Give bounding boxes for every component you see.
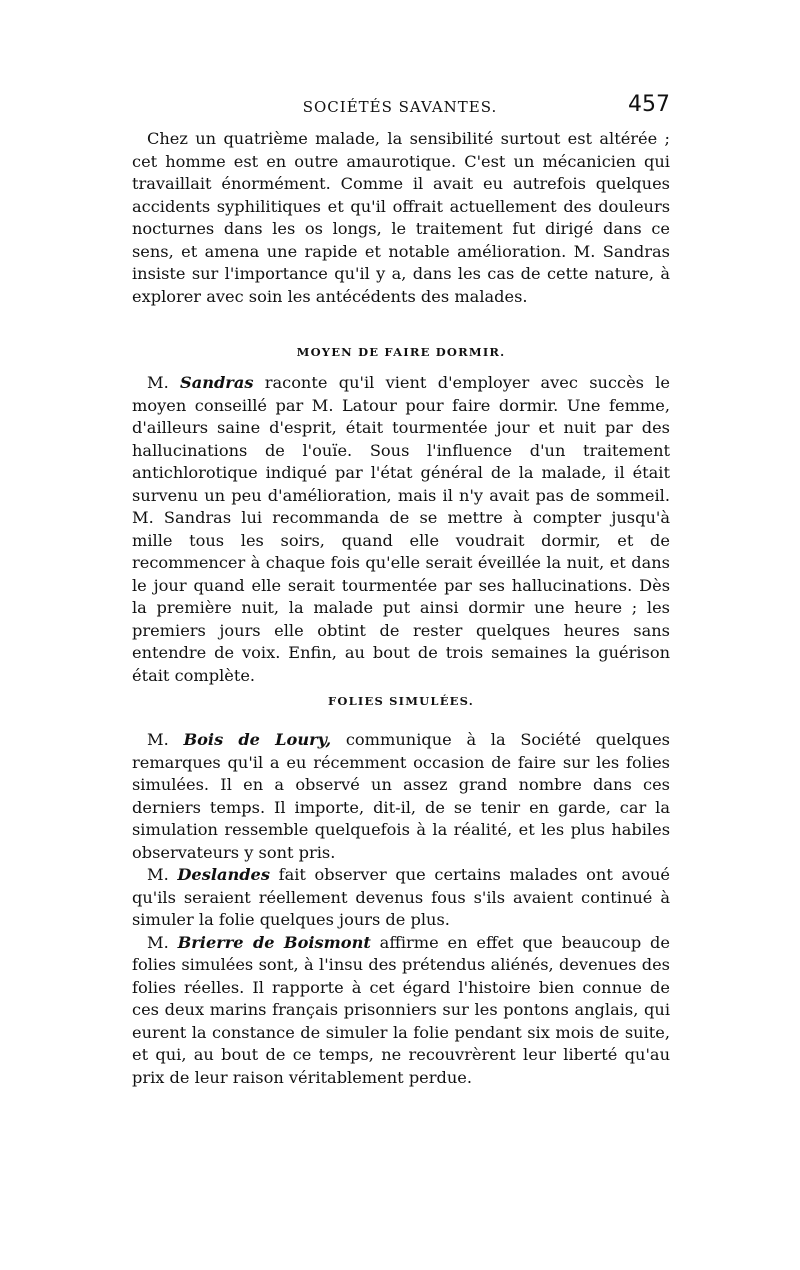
paragraph-text: affirme en effet que beaucoup de folies simulées sont, à l'insu des prétendus aliénés, devenues des folies réelles. Il rapporte à cet égard l'histoire bien connue de ces deux marins français prisonniers sur les pontons anglais, qui eurent la constance de simuler la folie pendant six mois de suite, et qui, au bout de ce temps, ne recouvrèrent leur liberté qu'au prix de leur raison véritablement perdue. [132, 932, 670, 1087]
paragraph-sandras [132, 372, 670, 687]
paragraph-deslandes [132, 864, 670, 932]
paragraph-text: Chez un quatrième malade, la sensibilité surtout est altérée ; cet homme est en outre amaurotique. C'est un mécanicien qui travaillait énormément. Comme il avait eu autrefois quelques accidents syphilitiques et qu'il offrait actuellement des douleurs nocturnes dans les os longs, le traitement fut dirigé dans ce sens, et amena une rapide et notable amélioration. M. Sandras insiste sur l'importance qu'il y a, dans les cas de cette nature, à explorer avec soin les antécédents des malades. [132, 129, 670, 306]
speaker-name: Sandras [180, 373, 254, 392]
speaker-name: Brierre de Boismont [177, 932, 371, 952]
paragraph-bois-de-loury [132, 729, 670, 864]
speaker-prefix: M. [147, 730, 169, 749]
speaker-prefix: M. [147, 865, 169, 884]
section-body-simulated-madness [132, 729, 670, 1089]
paragraph-text: fait observer que certains malades ont avoué qu'ils seraient réellement devenus fous s'ils avaient continué à simuler la folie quelques jours de plus. [132, 865, 671, 929]
page-number: 457 [628, 92, 670, 117]
speaker-name: Bois de Loury, [183, 730, 332, 749]
paragraph-text: communique à la Société quelques remarques qu'il a eu récemment occasion de faire sur les folies simulées. Il en a observé un assez grand nombre dans ces derniers temps. Il importe, dit-il, de se tenir en garde, car la simulation ressemble quelquefois à la réalité, et les plus habiles observateurs y sont pris. [132, 730, 670, 862]
speaker-name: Deslandes [177, 865, 270, 884]
section-heading-simulated-madness: FOLIES SIMULÉES. [328, 694, 474, 708]
running-head [130, 92, 670, 120]
speaker-prefix: M. [147, 932, 169, 952]
paragraph-brierre-de-boismont [132, 932, 670, 1090]
paragraph-amaurotic-patient [132, 128, 670, 308]
paragraph-text: raconte qu'il vient d'employer avec succès le moyen conseillé par M. Latour pour faire dormir. Une femme, d'ailleurs saine d'esprit, était tourmentée jour et nuit par des hallucinations de l'ouïe. Sous l'influence d'un traitement antichlorotique indiqué par l'état général de la malade, il était survenu un peu d'amélioration, mais il n'y avait pas de sommeil. M. Sandras lui recommanda de se mettre à compter jusqu'à mille tous les soirs, quand elle voudrait dormir, et de recommencer à chaque fois qu'elle serait éveillée la nuit, et dans le jour quand elle serait tourmentée par ses hallucinations. Dès la première nuit, la malade put ainsi dormir une heure ; les premiers jours elle obtint de rester quelques heures sans entendre de voix. Enfin, au bout de trois semaines la guérison était complète. [132, 373, 671, 685]
speaker-prefix: M. [147, 373, 169, 392]
section-body-sleep [132, 372, 670, 687]
running-title: SOCIÉTÉS SAVANTES. [302, 98, 498, 116]
section-heading-sleep: MOYEN DE FAIRE DORMIR. [296, 345, 506, 359]
